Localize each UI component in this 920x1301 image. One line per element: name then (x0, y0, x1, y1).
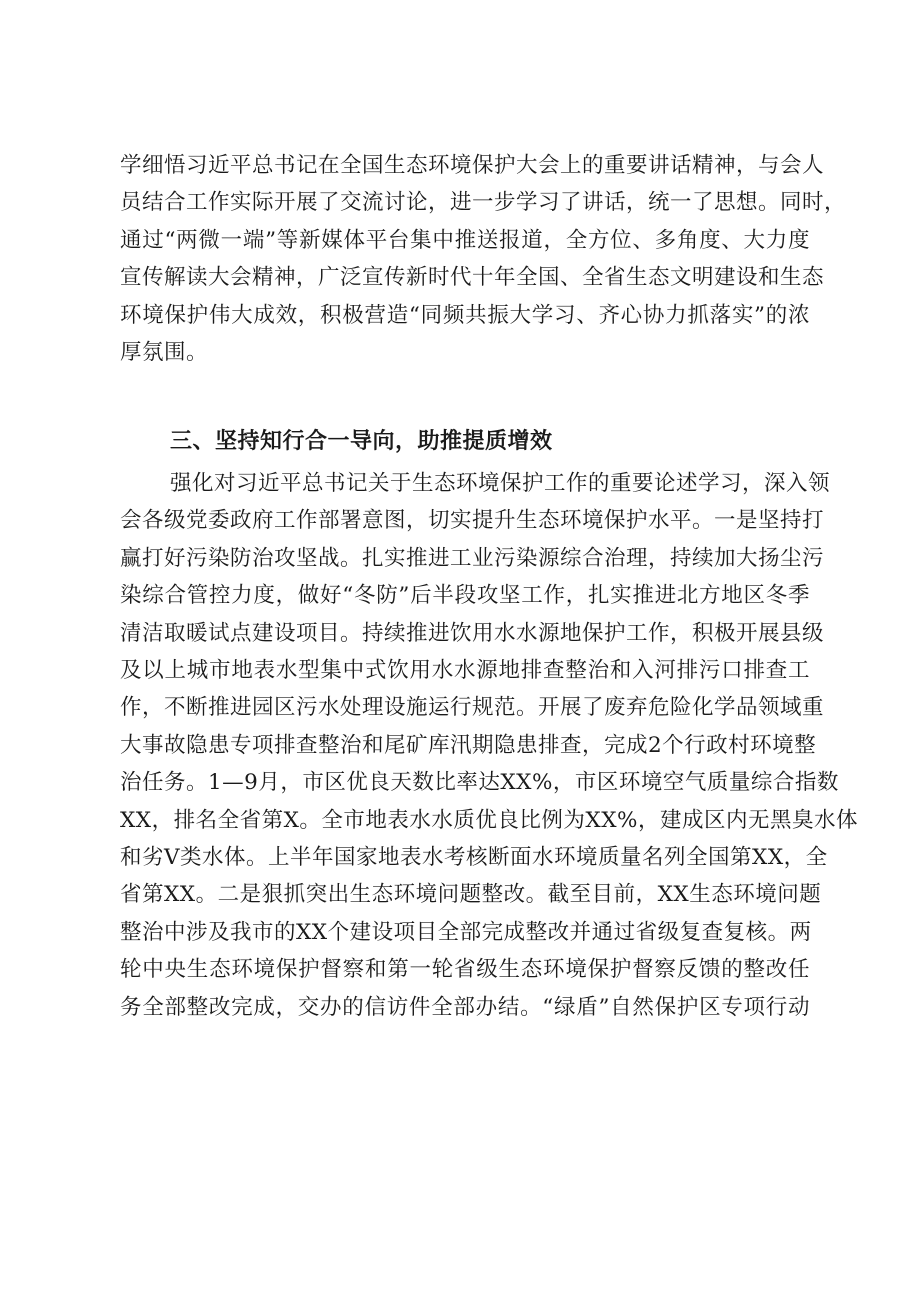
text-line: 轮中央生态环境保护督察和第一轮省级生态环境保护督察反馈的整改任 (120, 957, 810, 982)
text-line: XX，排名全省第X。全市地表水水质优良比例为XX%，建成区内无黑臭水体 (120, 808, 858, 833)
text-line: 学细悟习近平总书记在全国生态环境保护大会上的重要讲话精神，与会人 (120, 153, 825, 178)
text-line: 染综合管控力度，做好“冬防”后半段攻坚工作，扎实推进北方地区冬季 (120, 583, 810, 608)
text-line: 强化对习近平总书记关于生态环境保护工作的重要论述学习，深入领 (170, 471, 831, 496)
text-line: 赢打好污染防治攻坚战。扎实推进工业污染源综合治理，持续加大扬尘污 (120, 546, 825, 571)
text-line: 清洁取暖试点建设项目。持续推进饮用水水源地保护工作，积极开展县级 (120, 621, 825, 646)
text-line: 和劣Ⅴ类水体。上半年国家地表水考核断面水环境质量名列全国第XX，全 (120, 845, 828, 870)
text-line: 环境保护伟大成效，积极营造“同频共振大学习、齐心协力抓落实”的浓 (120, 303, 810, 328)
text-line: 务全部整改完成，交办的信访件全部办结。“绿盾”自然保护区专项行动 (120, 995, 810, 1020)
text-line: 及以上城市地表水型集中式饮用水水源地排查整治和入河排污口排查工 (120, 658, 810, 683)
text-line: 通过“两微一端”等新媒体平台集中推送报道，全方位、多角度、大力度 (120, 228, 810, 253)
text-line: 整治中涉及我市的XX个建设项目全部完成整改并通过省级复查复核。两 (120, 920, 812, 945)
text-line: 厚氛围。 (120, 340, 209, 365)
section-heading: 三、坚持知行合一导向，助推提质增效 (170, 429, 553, 454)
text-line: 会各级党委政府工作部署意图，切实提升生态环境保护水平。一是坚持打 (120, 508, 825, 533)
text-line: 宣传解读大会精神，广泛宣传新时代十年全国、全省生态文明建设和生态 (120, 265, 825, 290)
text-line: 员结合工作实际开展了交流讨论，进一步学习了讲话，统一了思想。同时， (120, 190, 847, 215)
text-line: 作，不断推进园区污水处理设施运行规范。开展了废弃危险化学品领域重 (120, 695, 825, 720)
text-line: 省第XX。二是狠抓突出生态环境问题整改。截至目前，XX生态环境问题 (120, 882, 822, 907)
text-line: 大事故隐患专项排查整治和尾矿库汛期隐患排查，完成2个行政村环境整 (120, 733, 817, 758)
text-line: 治任务。1—9月，市区优良天数比率达XX%，市区环境空气质量综合指数 (120, 770, 839, 795)
